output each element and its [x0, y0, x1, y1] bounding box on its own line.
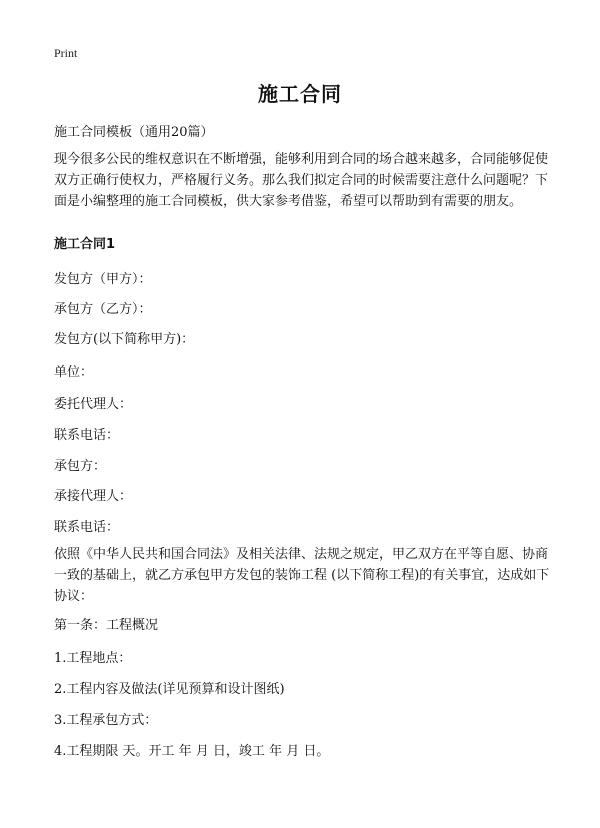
- agreement-clause: 依照《中华人民共和国合同法》及相关法律、法规之规定，甲乙双方在平等自愿、协商一致的基础上，就乙方承包甲方发包的装饰工程 (以下简称工程)的有关事宜，达成如下协议：: [54, 547, 550, 604]
- list-item: 2.工程内容及做法(详见预算和设计图纸): [54, 682, 285, 697]
- field-phone-a: 联系电话：: [54, 428, 120, 443]
- print-label[interactable]: Print: [54, 46, 78, 60]
- section-heading: 施工合同1: [54, 237, 116, 252]
- field-employer: 发包方(以下简称甲方)：: [54, 332, 195, 347]
- field-party-a: 发包方（甲方）：: [54, 272, 152, 287]
- list-item: 1.工程地点：: [54, 651, 132, 666]
- field-party-b: 承包方（乙方）：: [54, 302, 152, 317]
- field-unit: 单位：: [54, 365, 94, 380]
- intro-paragraph: 现今很多公民的维权意识在不断增强，能够利用到合同的场合越来越多，合同能够促使双方正确行使权力，严格履行义务。那么我们拟定合同的时候需要注意什么问题呢？下面是小编整理的施工合同模板，供大家参考借鉴，希望可以帮助到有需要的朋友。: [54, 152, 549, 209]
- list-item: 4.工程期限 天。开工 年 月 日，竣工 年 月 日。: [54, 744, 330, 759]
- list-item: 3.工程承包方式：: [54, 713, 158, 728]
- field-contractor-agent: 承接代理人：: [54, 489, 133, 504]
- document-title: 施工合同: [258, 82, 342, 106]
- field-contractor: 承包方：: [54, 459, 107, 474]
- field-phone-b: 联系电话：: [54, 520, 120, 535]
- document-subtitle: 施工合同模板（通用20篇）: [54, 125, 214, 140]
- field-agent: 委托代理人：: [54, 397, 133, 412]
- article-heading: 第一条：工程概况: [54, 618, 159, 633]
